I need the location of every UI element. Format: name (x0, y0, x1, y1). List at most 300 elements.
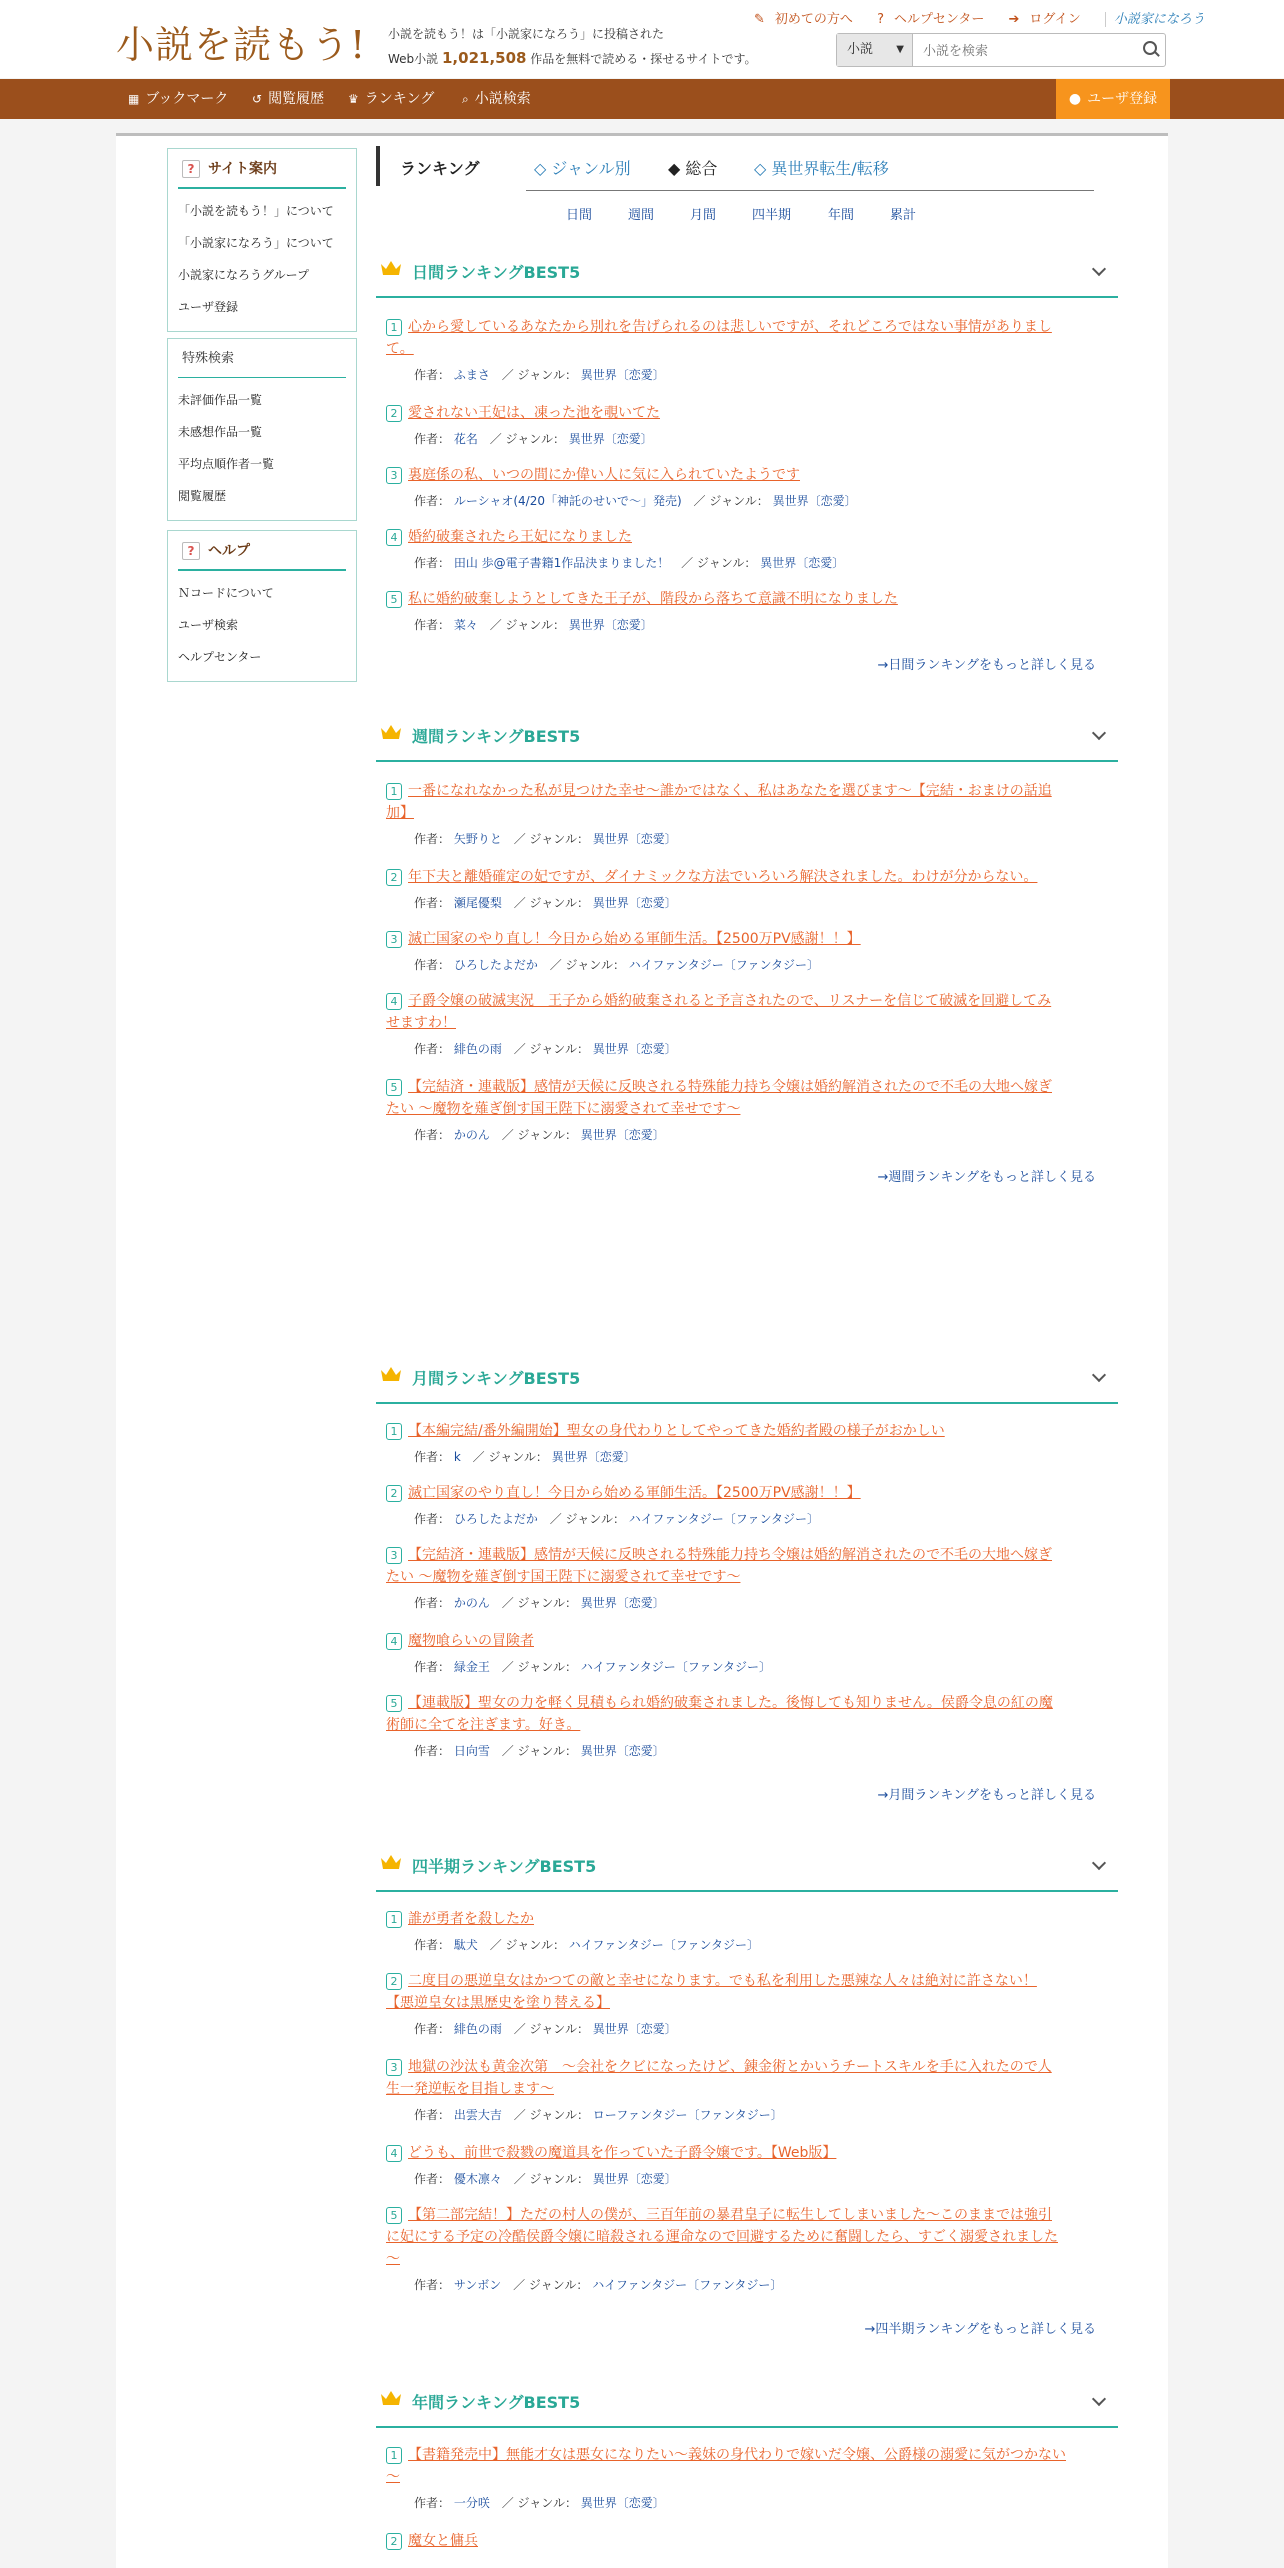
author-label: 作者： (414, 1938, 451, 1952)
item-title-block (386, 2444, 1106, 2488)
author-link[interactable]: ふまさ (453, 368, 490, 382)
search-box (836, 33, 1166, 67)
rank-number: 5 (386, 591, 402, 608)
rank-number: 5 (386, 1695, 402, 1712)
author-link[interactable]: 出雲大吉 (453, 2108, 502, 2122)
item-title-block (386, 588, 1106, 610)
item-title-line-1[interactable]: 愛されない王妃は、凍った池を覗いてた (408, 405, 660, 421)
section-1-header[interactable] (376, 716, 1118, 762)
genre-link[interactable]: ハイファンタジー〔ファンタジー〕 (628, 1512, 819, 1526)
nav-bookmark[interactable] (128, 79, 228, 119)
author-label: 作者： (414, 958, 451, 972)
rank-number: 2 (386, 405, 402, 422)
narou-brand-link[interactable]: 小説家になろう (1105, 12, 1205, 27)
chevron-down-icon[interactable] (1092, 262, 1106, 276)
rank-number: 4 (386, 2145, 402, 2162)
sidebar-item-group[interactable]: 小説家になろうグループ (178, 268, 310, 282)
sidebar-item-help-center[interactable]: ヘルプセンター (178, 650, 262, 664)
tabs-underline (526, 190, 1094, 191)
rank-number: 3 (386, 2059, 402, 2076)
item-title-block (386, 1076, 1106, 1120)
section-title: 四半期ランキングBEST5 (412, 1857, 597, 1876)
item-meta (386, 2494, 1106, 2511)
site-guide-box (167, 148, 357, 332)
ranking-title: ランキング (400, 159, 480, 178)
genre-label: ／ ジャンル： (489, 1938, 565, 1952)
author-link[interactable]: 優木凛々 (453, 2172, 502, 2186)
link-login[interactable] (1008, 12, 1090, 27)
help-heading (178, 531, 346, 571)
rank-number: 1 (386, 783, 402, 800)
genre-label: ／ ジャンル： (513, 2108, 589, 2122)
chevron-down-icon[interactable] (1092, 1856, 1106, 1870)
item-title-line-1[interactable]: 【完結済・連載版】感情が天候に反映される特殊能力持ち令嬢は婚約解消されたので不毛の大地へ嫁ぎ (408, 1079, 1052, 1095)
genre-link[interactable]: 異世界〔恋愛〕 (592, 832, 677, 846)
author-link[interactable]: 駄犬 (453, 1938, 478, 1952)
site-logo[interactable]: 小説を読もう! (116, 23, 367, 67)
search-input[interactable] (921, 38, 1125, 64)
tab-total[interactable]: 累計 (890, 208, 917, 223)
ranking-item (386, 402, 1106, 447)
author-label: 作者： (414, 2108, 451, 2122)
tagline-web: Web小説 (388, 52, 439, 66)
sidebar-item-register[interactable]: ユーザ登録 (178, 300, 239, 314)
genre-link[interactable]: 異世界〔恋愛〕 (760, 556, 845, 570)
item-title-line-1[interactable]: 【第二部完結！】ただの村人の僕が、三百年前の暴君皇子に転生してしまいました～このままでは強引 (408, 2207, 1052, 2223)
ranking-item (386, 2530, 1106, 2552)
item-title-block (386, 1908, 1106, 1930)
question-icon: ? (182, 160, 200, 178)
item-title-block (386, 1482, 1106, 1504)
tab-quarterly[interactable]: 四半期 (752, 208, 792, 223)
genre-label: ／ ジャンル： (513, 2022, 589, 2036)
author-label: 作者： (414, 1660, 451, 1674)
genre-link[interactable]: ハイファンタジー〔ファンタジー〕 (580, 1660, 771, 1674)
ranking-item (386, 2204, 1106, 2293)
work-count: 1,021,508 (442, 49, 527, 67)
ranking-item (386, 1482, 1106, 1527)
item-title-line-1[interactable]: 【本編完結/番外編開始】聖女の身代わりとしてやってきた婚約者殿の様子がおかしい (408, 1423, 945, 1439)
item-title-line-1[interactable]: どうも、前世で殺戮の魔道具を作っていた子爵令嬢です。【Web版】 (408, 2145, 837, 2161)
ranking-item (386, 866, 1106, 911)
ranking-item (386, 1076, 1106, 1143)
user-icon: ● (1068, 91, 1082, 107)
author-link[interactable]: かのん (453, 1596, 490, 1610)
item-meta (386, 616, 1106, 633)
sidebar-item-avg-score[interactable]: 平均点順作者一覧 (178, 457, 275, 471)
tab-genre[interactable]: ◇ ジャンル別 (534, 159, 631, 178)
ranking-item (386, 2444, 1106, 2511)
user-register-button[interactable] (1056, 79, 1170, 119)
author-link[interactable]: かのん (453, 1128, 490, 1142)
section-0-header[interactable] (376, 252, 1118, 298)
author-label: 作者： (414, 896, 451, 910)
section-4-header[interactable] (376, 2382, 1118, 2428)
rank-number: 5 (386, 1079, 402, 1096)
ranking-item (386, 2142, 1106, 2187)
genre-label: ／ ジャンル： (501, 368, 577, 382)
item-meta (386, 1742, 1106, 1759)
ranking-tabs (376, 146, 1094, 190)
item-meta (386, 1936, 1106, 1953)
genre-link[interactable]: ハイファンタジー〔ファンタジー〕 (592, 2278, 783, 2292)
bookmark-icon: ▦ (128, 92, 140, 106)
genre-label: ／ ジャンル： (501, 1744, 577, 1758)
author-link[interactable]: 瀬尾優梨 (453, 896, 502, 910)
author-label: 作者： (414, 368, 451, 382)
author-link[interactable]: 緋色の雨 (453, 1042, 502, 1056)
genre-label: ／ ジャンル： (693, 494, 769, 508)
header-divider (116, 133, 1168, 136)
section-title: 週間ランキングBEST5 (412, 727, 581, 746)
item-meta (386, 430, 1106, 447)
genre-label: ／ ジャンル： (513, 1042, 589, 1056)
item-title-block (386, 990, 1106, 1034)
more-link[interactable]: →月間ランキングをもっと詳しく見る (877, 1788, 1096, 1803)
sidebar-item-about-narou[interactable]: 「小説家になろう」について (178, 236, 334, 250)
genre-link[interactable]: 異世界〔恋愛〕 (568, 618, 653, 632)
item-meta (386, 1510, 1106, 1527)
nav-bookmark-label: ブックマーク (145, 91, 229, 107)
item-title-line-3[interactable]: ～ (386, 2251, 400, 2267)
item-title-line-2[interactable]: せますわ！ (386, 1015, 456, 1031)
tab-monthly[interactable]: 月間 (690, 208, 717, 223)
ranking-item (386, 2056, 1106, 2123)
chevron-down-icon: ▼ (896, 44, 904, 55)
question-icon: ? (182, 542, 200, 560)
author-label: 作者： (414, 556, 451, 570)
genre-label: ／ ジャンル： (513, 832, 589, 846)
ranking-item (386, 928, 1106, 973)
rank-number: 3 (386, 931, 402, 948)
item-title-block (386, 2530, 1106, 2552)
genre-label: ／ ジャンル： (472, 1450, 548, 1464)
crown-icon (380, 1366, 402, 1382)
item-meta (386, 366, 1106, 383)
genre-label: ／ ジャンル： (501, 1596, 577, 1610)
history-icon: ↺ (252, 92, 263, 106)
beginner-icon: ✎ (754, 12, 765, 27)
author-label: 作者： (414, 1128, 451, 1142)
item-title-block (386, 2204, 1106, 2270)
item-title-block (386, 316, 1106, 360)
tab-isekai[interactable]: ◇ 異世界転生/転移 (754, 159, 889, 178)
item-title-line-1[interactable]: 滅亡国家のやり直し！今日から始める軍師生活。【2500万PV感謝！！】 (408, 1485, 861, 1501)
author-link[interactable]: 花名 (453, 432, 478, 446)
search-type-select[interactable] (837, 34, 913, 66)
nav-novel-search[interactable] (462, 79, 531, 119)
section-2-header[interactable] (376, 1358, 1118, 1404)
sidebar-item-user-search[interactable]: ユーザ検索 (178, 618, 239, 632)
genre-label: ／ ジャンル： (549, 958, 625, 972)
item-title-line-2[interactable]: に妃にする予定の冷酷侯爵令嬢に暗殺される運命なので回避するために奮闘したら、すごく溺愛されました (386, 2229, 1058, 2245)
genre-label: ／ ジャンル： (513, 2172, 589, 2186)
site-guide-heading-label: サイト案内 (208, 161, 278, 177)
item-title-line-1[interactable]: 【連載版】聖女の力を軽く見積もられ婚約破棄されました。後悔しても知りません。侯爵令息の紅の魔 (408, 1695, 1053, 1711)
genre-link[interactable]: 異世界〔恋愛〕 (551, 1450, 636, 1464)
author-label: 作者： (414, 1596, 451, 1610)
rank-number: 4 (386, 529, 402, 546)
rank-number: 4 (386, 1633, 402, 1650)
author-label: 作者： (414, 2022, 451, 2036)
search-icon[interactable] (1143, 41, 1157, 55)
crown-icon: ♛ (348, 92, 359, 106)
item-title-line-1[interactable]: 子爵令嬢の破滅実況 王子から婚約破棄されると予言されたので、リスナーを信じて破滅を回避してみ (408, 993, 1052, 1009)
genre-label: ／ ジャンル： (681, 556, 757, 570)
tagline-line-1: 小説を読もう！は「小説家になろう」に投稿された (388, 27, 665, 41)
item-title-line-1[interactable]: 【完結済・連載版】感情が天候に反映される特殊能力持ち令嬢は婚約解消されたので不毛の大地へ嫁ぎ (408, 1547, 1052, 1563)
crown-icon (380, 260, 402, 276)
item-title-line-2[interactable]: 生一発逆転を目指します～ (386, 2081, 554, 2097)
nav-history-label: 閲覧履歴 (268, 91, 325, 107)
genre-link[interactable]: ローファンタジー〔ファンタジー〕 (592, 2108, 783, 2122)
special-search-heading: 特殊検索 (178, 339, 346, 378)
ranking-item (386, 464, 1106, 509)
genre-link[interactable]: 異世界〔恋愛〕 (580, 1128, 665, 1142)
rank-number: 2 (386, 1485, 402, 1502)
author-link[interactable]: ひろしたよだか (453, 1512, 538, 1526)
item-title-line-1[interactable]: 二度目の悪逆皇女はかつての敵と幸せになります。でも私を利用した悪辣な人々は絶対に許さない！ (408, 1973, 1037, 1989)
chevron-down-icon[interactable] (1092, 726, 1106, 740)
author-link[interactable]: k (453, 1450, 461, 1464)
item-title-line-1[interactable]: 魔女と傭兵 (408, 2533, 478, 2549)
special-search-box (167, 338, 357, 521)
ranking-item (386, 1692, 1106, 1759)
site-header (0, 0, 1284, 78)
item-title-line-2[interactable]: 術師に全てを注ぎます。好き。 (386, 1717, 581, 1733)
user-register-label: ユーザ登録 (1087, 91, 1158, 107)
item-title-line-1[interactable]: 婚約破棄されたら王妃になりました (408, 529, 632, 545)
item-meta (386, 894, 1106, 911)
item-meta (386, 2170, 1106, 2187)
author-link[interactable]: 一分咲 (453, 2496, 490, 2510)
link-help-center-label: ヘルプセンター (893, 12, 985, 27)
author-link[interactable]: 緋色の雨 (453, 2022, 502, 2036)
genre-label: ／ ジャンル： (489, 618, 565, 632)
author-link[interactable]: 菜々 (453, 618, 478, 632)
item-title-line-2[interactable]: たい ～魔物を薙ぎ倒す国王陛下に溺愛されて幸せです～ (386, 1101, 741, 1117)
nav-ranking[interactable] (348, 79, 434, 119)
author-label: 作者： (414, 618, 451, 632)
genre-label: ／ ジャンル： (501, 1660, 577, 1674)
genre-label: ／ ジャンル： (501, 2496, 577, 2510)
ranking-item (386, 1420, 1106, 1465)
ranking-item (386, 526, 1106, 571)
author-label: 作者： (414, 1744, 451, 1758)
tagline-line-2 (388, 46, 757, 71)
item-title-block (386, 1544, 1106, 1588)
genre-link[interactable]: 異世界〔恋愛〕 (580, 2496, 665, 2510)
item-title-line-1[interactable]: 年下夫と離婚確定の妃ですが、ダイナミックな方法でいろいろ解決されました。わけが分からない。 (408, 869, 1038, 885)
link-beginners-label: 初めての方へ (774, 12, 853, 27)
item-title-block (386, 1630, 1106, 1652)
author-label: 作者： (414, 2496, 451, 2510)
rank-number: 2 (386, 869, 402, 886)
rank-number: 1 (386, 2447, 402, 2464)
item-title-line-1[interactable]: 滅亡国家のやり直し！今日から始める軍師生活。【2500万PV感謝！！】 (408, 931, 861, 947)
help-box (167, 530, 357, 682)
tabs-accent-bar (376, 146, 380, 186)
author-label: 作者： (414, 494, 451, 508)
item-meta (386, 1594, 1106, 1611)
rank-number: 2 (386, 1973, 402, 1990)
tab-daily[interactable]: 日間 (566, 208, 593, 223)
search-type-value: 小説 (847, 42, 874, 57)
ranking-item (386, 1630, 1106, 1675)
item-title-line-2[interactable]: て。 (386, 341, 414, 357)
genre-link[interactable]: ハイファンタジー〔ファンタジー〕 (628, 958, 819, 972)
author-label: 作者： (414, 832, 451, 846)
item-title-block (386, 402, 1106, 424)
rank-number: 2 (386, 2533, 402, 2550)
section-title: 月間ランキングBEST5 (412, 1369, 581, 1388)
rank-number: 5 (386, 2207, 402, 2224)
crown-icon (380, 724, 402, 740)
ranking-item (386, 990, 1106, 1057)
tab-yearly[interactable]: 年間 (828, 208, 855, 223)
item-title-line-1[interactable]: 私に婚約破棄しようとしてきた王子が、階段から落ちて意識不明になりました (408, 591, 898, 607)
item-title-line-2[interactable]: ～ (386, 2469, 400, 2485)
more-link[interactable]: →四半期ランキングをもっと詳しく見る (864, 2322, 1096, 2337)
nav-history[interactable] (252, 79, 324, 119)
help-heading-label: ヘルプ (208, 543, 250, 559)
item-meta (386, 830, 1106, 847)
item-meta (386, 2276, 1106, 2293)
ranking-item (386, 1544, 1106, 1611)
sidebar-item-unrated[interactable]: 未評価作品一覧 (178, 393, 263, 407)
genre-link[interactable]: 異世界〔恋愛〕 (580, 1596, 665, 1610)
item-title-block (386, 1692, 1106, 1736)
author-label: 作者： (414, 2172, 451, 2186)
genre-label: ／ ジャンル： (549, 1512, 625, 1526)
item-title-line-1[interactable]: 誰が勇者を殺したか (408, 1911, 534, 1927)
tab-overall[interactable]: ◆ 総合 (668, 159, 718, 178)
chevron-down-icon[interactable] (1092, 2392, 1106, 2406)
section-3-header[interactable] (376, 1846, 1118, 1892)
author-label: 作者： (414, 1512, 451, 1526)
rank-number: 1 (386, 1423, 402, 1440)
genre-link[interactable]: 異世界〔恋愛〕 (568, 432, 653, 446)
sidebar-item-ncode[interactable]: Ｎコードについて (178, 586, 274, 600)
author-label: 作者： (414, 2278, 451, 2292)
author-label: 作者： (414, 432, 451, 446)
link-beginners[interactable] (754, 12, 863, 27)
item-title-block (386, 2056, 1106, 2100)
author-link[interactable]: 緑金王 (453, 1660, 490, 1674)
nav-ranking-label: ランキング (364, 91, 435, 107)
link-help-center[interactable] (877, 12, 994, 27)
ranking-item (386, 588, 1106, 633)
author-label: 作者： (414, 1042, 451, 1056)
chevron-down-icon[interactable] (1092, 1368, 1106, 1382)
genre-link[interactable]: 異世界〔恋愛〕 (592, 2022, 677, 2036)
sidebar-item-about-yomou[interactable]: 「小説を読もう！」について (178, 204, 334, 218)
rank-number: 4 (386, 993, 402, 1010)
login-icon: ➔ (1008, 12, 1020, 27)
item-meta (386, 492, 1106, 509)
genre-link[interactable]: 異世界〔恋愛〕 (772, 494, 857, 508)
item-title-line-2[interactable]: 加】 (386, 805, 414, 821)
author-link[interactable]: 田山 歩@電子書籍1作品決まりました！ (453, 556, 670, 570)
crown-icon (380, 2390, 402, 2406)
author-link[interactable]: 矢野りと (453, 832, 502, 846)
section-title: 年間ランキングBEST5 (412, 2393, 581, 2412)
nav-novel-search-label: 小説検索 (474, 91, 531, 107)
item-title-block (386, 1970, 1106, 2014)
item-title-block (386, 928, 1106, 950)
rank-number: 1 (386, 319, 402, 336)
item-title-block (386, 464, 1106, 486)
more-link[interactable]: →日間ランキングをもっと詳しく見る (877, 658, 1096, 673)
item-title-block (386, 780, 1106, 824)
item-title-block (386, 526, 1106, 548)
ranking-item (386, 1970, 1106, 2037)
item-meta (386, 1040, 1106, 1057)
sidebar-item-history[interactable]: 閲覧履歴 (178, 489, 227, 503)
item-title-line-1[interactable]: 地獄の沙汰も黄金次第 ～会社をクビになったけど、錬金術とかいうチートスキルを手に入れたので人 (408, 2059, 1052, 2075)
crown-icon (380, 1854, 402, 1870)
item-title-line-1[interactable]: 心から愛しているあなたから別れを告げられるのは悲しいですが、それどころではない事情がありまし (408, 319, 1052, 335)
item-meta (386, 956, 1106, 973)
site-guide-heading (178, 149, 346, 189)
genre-label: ／ ジャンル： (513, 2278, 589, 2292)
author-link[interactable]: サンボン (453, 2278, 502, 2292)
rank-number: 3 (386, 1547, 402, 1564)
item-meta (386, 1126, 1106, 1143)
item-title-block (386, 2142, 1106, 2164)
section-title: 日間ランキングBEST5 (412, 263, 581, 282)
author-label: 作者： (414, 1450, 451, 1464)
item-title-line-1[interactable]: 一番になれなかった私が見つけた幸せ〜誰かではなく、私はあなたを選びます〜【完結・おまけの話追 (408, 783, 1052, 799)
author-link[interactable]: 日向雪 (453, 1744, 490, 1758)
author-link[interactable]: ルーシャオ(4/20「神託のせいで〜」発売) (453, 494, 682, 508)
item-title-line-1[interactable]: 【書籍発売中】無能才女は悪女になりたい～義妹の身代わりで嫁いだ令嬢、公爵様の溺愛に気がつかない (408, 2447, 1066, 2463)
tagline-tail: 作品を無料で読める・探せるサイトです。 (530, 52, 757, 66)
genre-label: ／ ジャンル： (501, 1128, 577, 1142)
author-link[interactable]: ひろしたよだか (453, 958, 538, 972)
ranking-item (386, 316, 1106, 383)
genre-label: ／ ジャンル： (513, 896, 589, 910)
item-title-line-1[interactable]: 魔物喰らいの冒険者 (408, 1633, 534, 1649)
rank-number: 1 (386, 1911, 402, 1928)
item-title-block (386, 1420, 1106, 1442)
genre-link[interactable]: 異世界〔恋愛〕 (580, 368, 665, 382)
more-link[interactable]: →週間ランキングをもっと詳しく見る (877, 1170, 1096, 1185)
ranking-item (386, 780, 1106, 847)
link-login-label: ログイン (1029, 12, 1081, 27)
genre-link[interactable]: 異世界〔恋愛〕 (592, 896, 677, 910)
genre-link[interactable]: 異世界〔恋愛〕 (592, 2172, 677, 2186)
item-meta (386, 554, 1106, 571)
search-icon: ⌕ (462, 92, 469, 106)
item-meta (386, 2020, 1106, 2037)
rank-number: 3 (386, 467, 402, 484)
item-title-line-2[interactable]: 【悪逆皇女は黒歴史を塗り替える】 (386, 1995, 610, 2011)
item-title-line-2[interactable]: たい ～魔物を薙ぎ倒す国王陛下に溺愛されて幸せです～ (386, 1569, 741, 1585)
top-links (754, 8, 1215, 27)
item-meta (386, 1448, 1106, 1465)
item-title-block (386, 866, 1106, 888)
genre-link[interactable]: 異世界〔恋愛〕 (592, 1042, 677, 1056)
genre-link[interactable]: ハイファンタジー〔ファンタジー〕 (568, 1938, 759, 1952)
site-tagline (388, 22, 757, 71)
genre-link[interactable]: 異世界〔恋愛〕 (580, 1744, 665, 1758)
tab-weekly[interactable]: 週間 (628, 208, 655, 223)
sidebar-item-no-review[interactable]: 未感想作品一覧 (178, 425, 263, 439)
genre-label: ／ ジャンル： (489, 432, 565, 446)
help-icon: ? (877, 12, 884, 27)
item-title-line-1[interactable]: 裏庭係の私、いつの間にか偉い人に気に入られていたようです (408, 467, 800, 483)
